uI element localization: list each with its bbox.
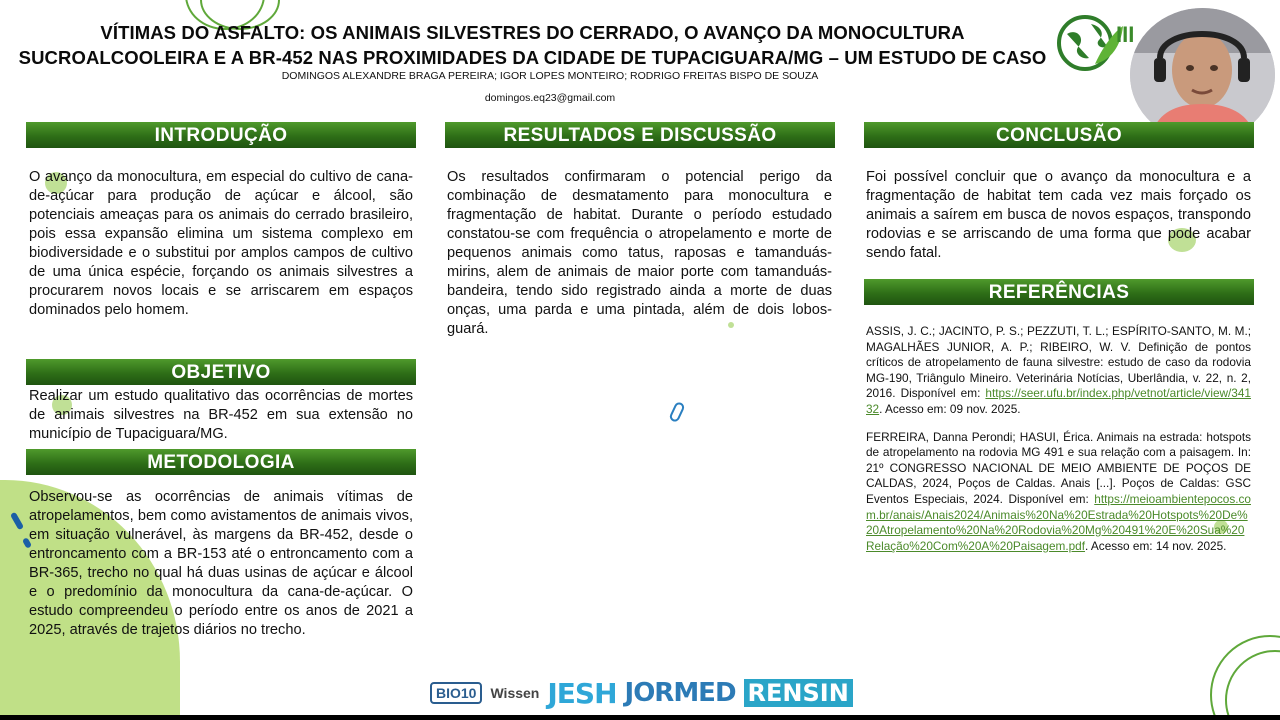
reference-link[interactable]: https://meioambientepocos.com.br/anais/Anais2024/Animais%20Na%20Estrada%20Hotspots%20De%20Atropelamento%20Na%20Rodovia%20Mg%20491%20E%20Sua%20Relação%20Com%20A%20Paisagem.pdf bbox=[866, 491, 1251, 553]
author-email: domingos.eq23@gmail.com bbox=[484, 92, 616, 104]
section-header-metodologia: METODOLOGIA bbox=[26, 449, 416, 475]
jesh-logo: JESH bbox=[547, 676, 617, 710]
event-globe-logo-icon bbox=[1055, 12, 1125, 74]
wissen-logo: Wissen bbox=[490, 685, 540, 701]
section-header-conclusao: CONCLUSÃO bbox=[864, 122, 1254, 148]
reference-access-date: . Acesso em: 14 nov. 2025. bbox=[1085, 538, 1227, 553]
reference-link[interactable]: https://seer.ufu.br/index.php/vetnot/article/view/34132 bbox=[866, 386, 1251, 416]
metodologia-text: Observou-se as ocorrências de animais vítimas de atropelamentos, bem como avistamentos de animais vivos, em situação vulnerável, às margens da BR-452, desde o entroncamento com a BR-153 até o entroncamento com a BR-365, trecho no qual há duas usinas de açúcar e álcool e o predomínio da monocultura da cana-de-açúcar. O estudo compreendeu o período entre os anos de 2021 a 2025, através de trajetos diários no trecho. bbox=[29, 489, 413, 638]
paperclip-icon bbox=[668, 401, 686, 423]
introducao-text: O avanço da monocultura, em especial do cultivo de cana-de-açúcar para produção de açúcar e álcool, são potenciais ameaças para os animais do cerrado brasileiro, pois essa expansão elimina um sistema complexo em biodiversidade e o substitui por amplos campos de cultivo de uma única espécie, forçando os animais silvestres a procurarem novos locais e se arriscarem em espaços dominados pelo homem. bbox=[29, 169, 413, 318]
reference-item bbox=[866, 324, 1251, 418]
section-header-referencias: REFERÊNCIAS bbox=[864, 279, 1254, 305]
references-list bbox=[866, 324, 1251, 566]
bottom-border bbox=[0, 715, 1280, 720]
reference-item bbox=[866, 430, 1251, 555]
jormed-logo: JORMED bbox=[624, 678, 736, 708]
poster-title-line-1: VÍTIMAS DO ASFALTO: OS ANIMAIS SILVESTRES DO CERRADO, O AVANÇO DA MONOCULTURA bbox=[100, 22, 965, 43]
section-header-objetivo: OBJETIVO bbox=[26, 359, 416, 385]
objetivo-text: Realizar um estudo qualitativo das ocorrências de mortes de animais silvestres na BR-452 em sua extensão no município de Tupaciguara/MG. bbox=[29, 388, 413, 442]
reference-text: FERREIRA, Danna Perondi; HASUI, Érica. Animais na estrada: hotspots de atropelamento na rodovia MG 491 e sua relação com a paisagem. In: 21º CONGRESSO NACIONAL DE MEIO AMBIENTE DE POÇOS DE CALDAS, 2024, Poços de Caldas. Anais [...]. Poços de Caldas: GSC Eventos Especiais, 2024. Disponível em: bbox=[866, 429, 1251, 506]
reference-text: ASSIS, J. C.; JACINTO, P. S.; PEZZUTI, T. L.; ESPÍRITO-SANTO, M. M.; MAGALHÃES JUNIOR, A. P.; RIBEIRO, W. V. Definição de pontos críticos de atropelamento de fauna silvestre: estudo de caso da rodovia MG-190, Triângulo Mineiro. Veterinária Notícias, Uberlândia, v. 22, n. 2, 2016. Disponível em: bbox=[866, 324, 1251, 401]
section-header-resultados: RESULTADOS E DISCUSSÃO bbox=[445, 122, 835, 148]
conclusao-text: Foi possível concluir que o avanço da monocultura e a fragmentação de habitat tem cada vez mais forçado os animais a saírem em busca de novos espaços, transpondo rodovias e se arriscando de uma forma que pode acabar sendo fatal. bbox=[866, 169, 1251, 261]
event-logo-text: III bbox=[1116, 22, 1135, 47]
section-header-introducao: INTRODUÇÃO bbox=[26, 122, 416, 148]
bio10-logo: BIO10 bbox=[430, 682, 482, 704]
sponsor-logos bbox=[430, 676, 853, 710]
reference-access-date: . Acesso em: 09 nov. 2025. bbox=[879, 401, 1021, 416]
rensin-logo: RENSIN bbox=[744, 679, 853, 707]
resultados-text: Os resultados confirmaram o potencial perigo da combinação de desmatamento para monocultura e fragmentação de habitat. Durante o período estudado constatou-se com frequência o atropelamento e morte de pequenos animais como tatus, raposas e tamanduás-mirins, alem de animais de maior porte com tamanduás-bandeira, tendo sido registrado ainda a morte de duas onças, uma parda e uma pintada, além de dois lobos-guará. bbox=[447, 169, 832, 337]
poster-title-line-2: SUCROALCOOLEIRA E A BR-452 NAS PROXIMIDADES DA CIDADE DE TUPACIGUARA/MG – UM ESTUDO DE CASO bbox=[18, 47, 1047, 68]
authors: DOMINGOS ALEXANDRE BRAGA PEREIRA; IGOR LOPES MONTEIRO; RODRIGO FREITAS BISPO DE SOUZA bbox=[281, 70, 819, 82]
